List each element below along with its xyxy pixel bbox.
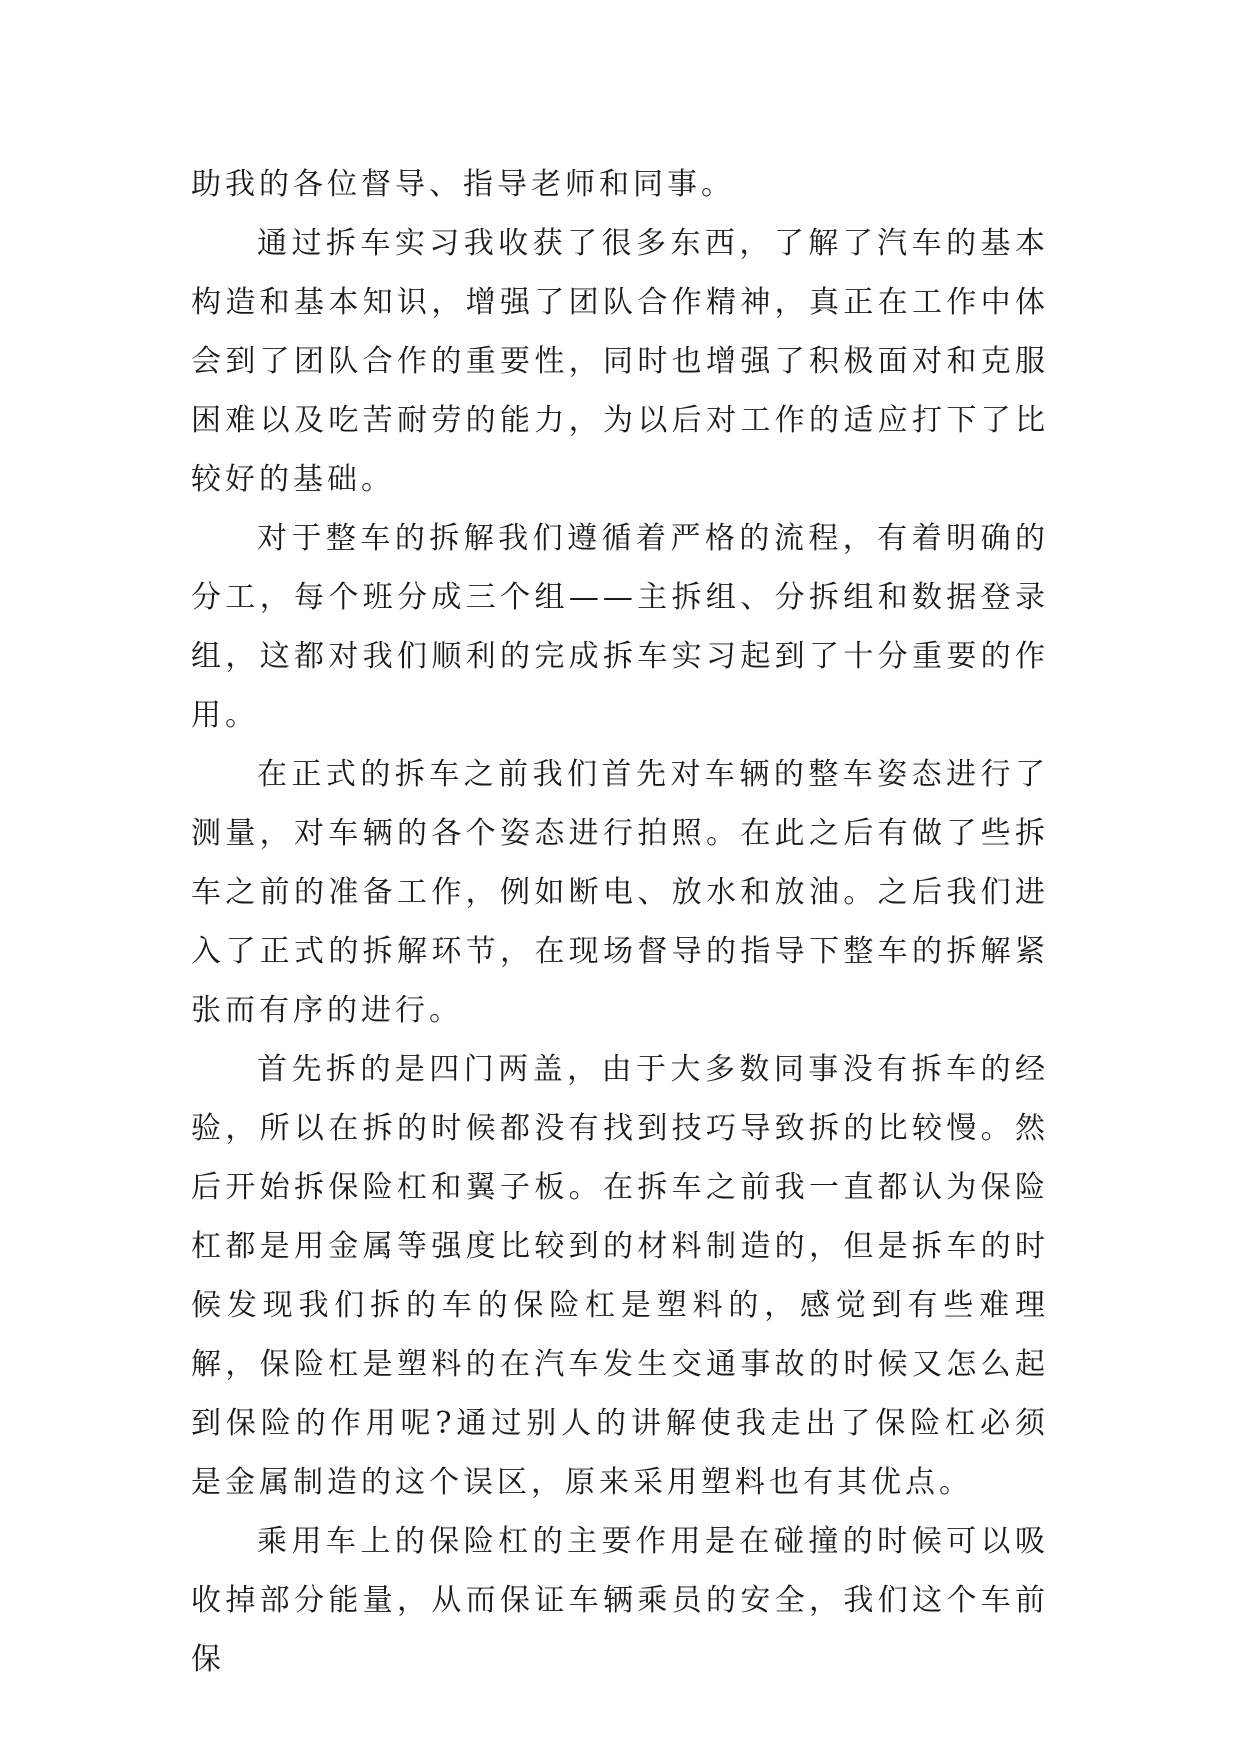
- paragraph-disassembly-process: 对于整车的拆解我们遵循着严格的流程，有着明确的分工，每个班分成三个组——主拆组、分拆组和数据登录组，这都对我们顺利的完成拆车实习起到了十分重要的作用。: [191, 521, 1049, 733]
- paragraph-bumper-discovery: 首先拆的是四门两盖，由于大多数同事没有拆车的经验，所以在拆的时候都没有找到技巧导致拆的比较慢。然后开始拆保险杠和翼子板。在拆车之前我一直都认为保险杠都是用金属等强度比较到的材料制造的，但是拆车的时候发现我们拆的车的保险杠是塑料的，感觉到有些难理解，保险杠是塑料的在汽车发生交通事故的时候又怎么起到保险的作用呢?通过别人的讲解使我走出了保险杠必须是金属制造的这个误区，原来采用塑料也有其优点。: [191, 1052, 1049, 1500]
- paragraph-internship-gains: 通过拆车实习我收获了很多东西，了解了汽车的基本构造和基本知识，增强了团队合作精神，真正在工作中体会到了团队合作的重要性，同时也增强了积极面对和克服困难以及吃苦耐劳的能力，为以后对工作的适应打下了比较好的基础。: [191, 226, 1049, 497]
- paragraph-preparation: 在正式的拆车之前我们首先对车辆的整车姿态进行了测量，对车辆的各个姿态进行拍照。在此之后有做了些拆车之前的准备工作，例如断电、放水和放油。之后我们进入了正式的拆解环节，在现场督导的指导下整车的拆解紧张而有序的进行。: [191, 757, 1049, 1028]
- document-body: [191, 155, 1049, 1689]
- paragraph-continuation: 助我的各位督导、指导老师和同事。: [191, 167, 735, 202]
- paragraph-bumper-function: 乘用车上的保险杠的主要作用是在碰撞的时候可以吸收掉部分能量，从而保证车辆乘员的安全，我们这个车前保: [191, 1524, 1049, 1677]
